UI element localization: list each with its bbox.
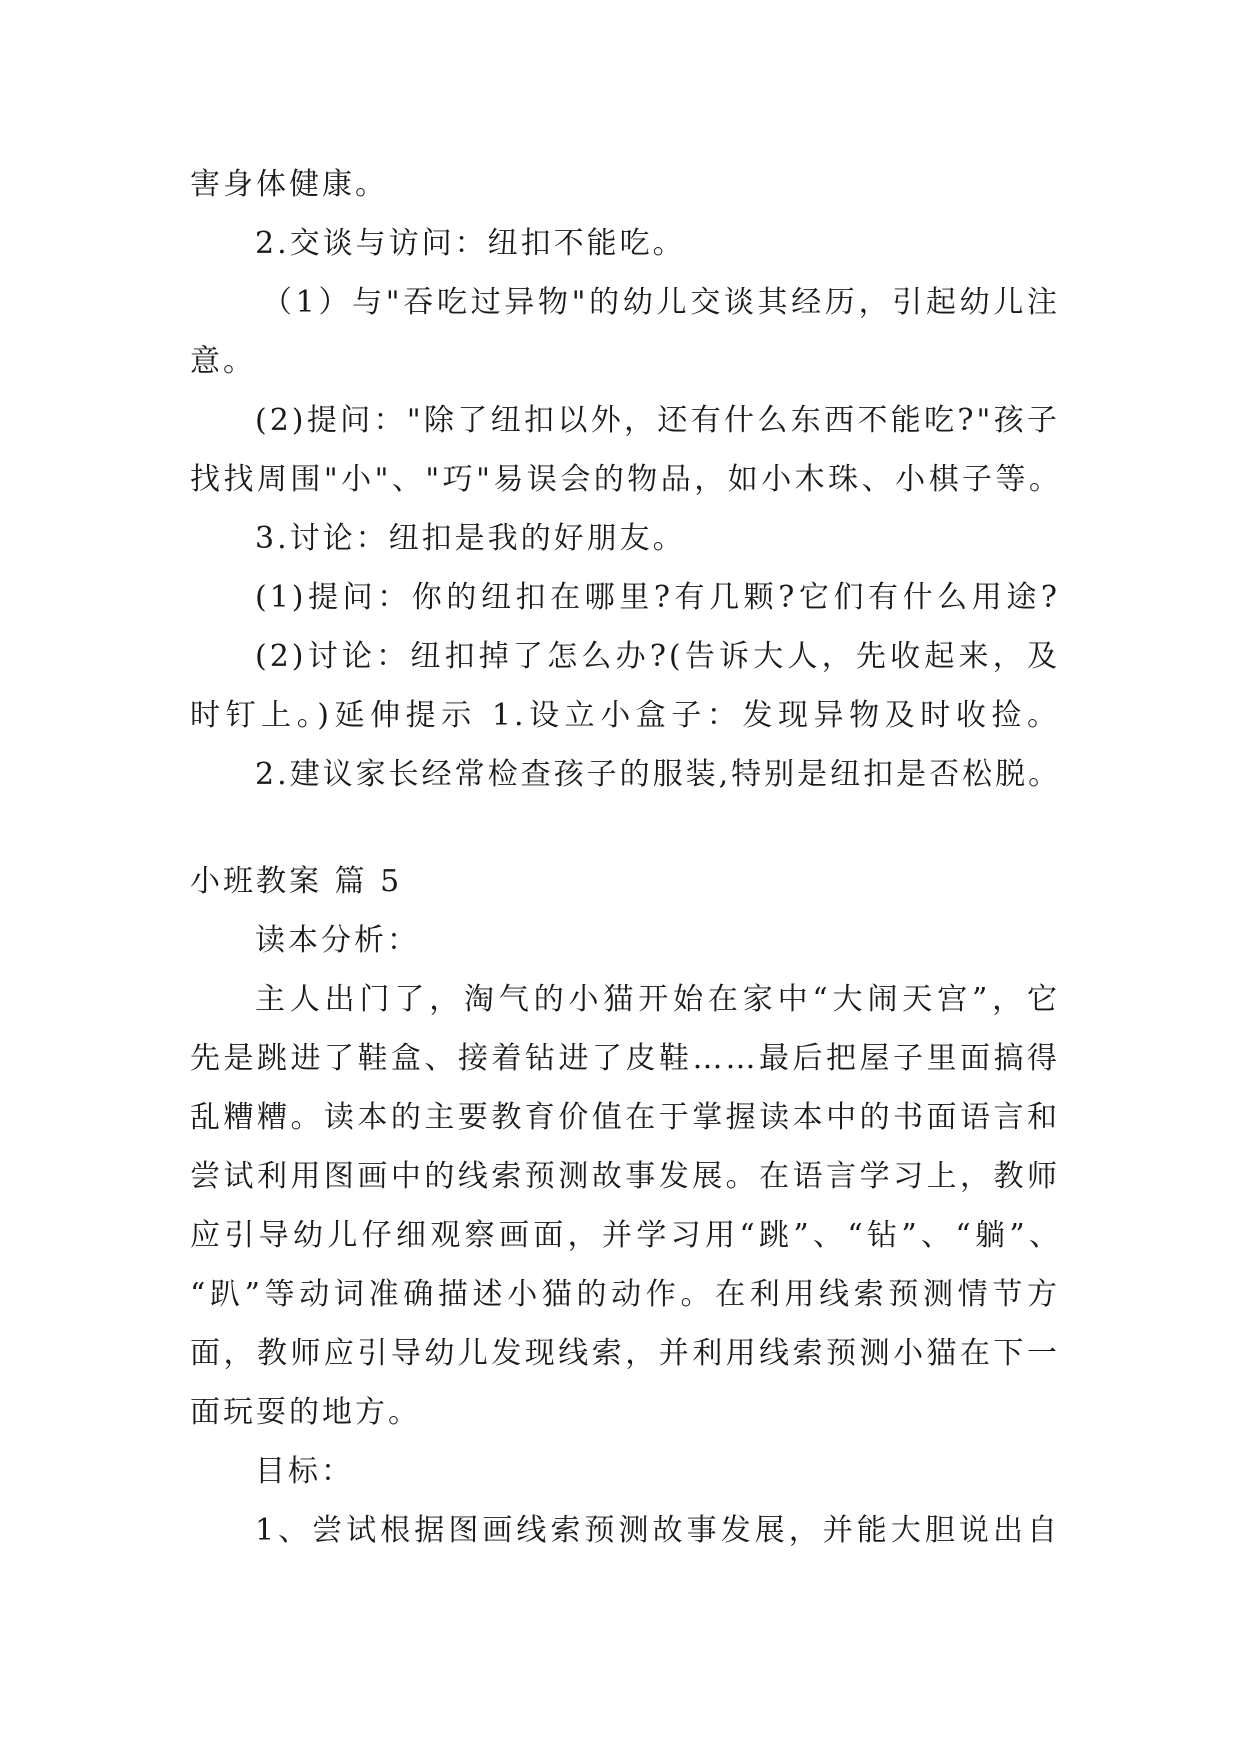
paragraph-line: 主人出门了，淘气的小猫开始在家中“大闹天宫”，它 [255, 982, 1060, 1017]
paragraph-line: (2)提问："除了纽扣以外，还有什么东西不能吃?"孩子 [255, 403, 1060, 438]
paragraph-line: 先是跳进了鞋盒、接着钻进了皮鞋……最后把屋子里面搞得 [190, 1041, 1060, 1076]
paragraph-line: 目标： [255, 1454, 354, 1489]
paragraph-line: 面，教师应引导幼儿发现线索，并利用线索预测小猫在下一 [190, 1336, 1060, 1371]
paragraph-line: “趴”等动词准确描述小猫的动作。在利用线索预测情节方 [190, 1277, 1060, 1312]
paragraph-line: (2)讨论：纽扣掉了怎么办?(告诉大人，先收起来，及 [255, 639, 1060, 674]
paragraph-line: 害身体健康。 [190, 167, 388, 202]
paragraph-line: 找找周围"小"、"巧"易误会的物品，如小木珠、小棋子等。 [190, 462, 1060, 497]
paragraph-line: 乱糟糟。读本的主要教育价值在于掌握读本中的书面语言和 [190, 1100, 1060, 1135]
paragraph-line: 面玩耍的地方。 [190, 1395, 421, 1430]
paragraph-line: 应引导幼儿仔细观察画面，并学习用“跳”、“钻”、“躺”、 [190, 1218, 1060, 1253]
paragraph-line: 3.讨论：纽扣是我的好朋友。 [255, 521, 686, 556]
paragraph-line: （1）与"吞吃过异物"的幼儿交谈其经历，引起幼儿注 [262, 285, 1060, 320]
paragraph-line: 时钉上。)延伸提示 1.设立小盒子：发现异物及时收捡。 [190, 698, 1060, 733]
paragraph-line: 读本分析： [255, 923, 420, 958]
paragraph-line: 1、尝试根据图画线索预测故事发展，并能大胆说出自 [255, 1513, 1060, 1548]
paragraph-line: (1)提问：你的纽扣在哪里?有几颗?它们有什么用途? [255, 580, 1060, 615]
paragraph-line: 尝试利用图画中的线索预测故事发展。在语言学习上，教师 [190, 1159, 1060, 1194]
paragraph-line: 2.交谈与访问：纽扣不能吃。 [255, 226, 686, 261]
paragraph-line: 2.建议家长经常检查孩子的服装,特别是纽扣是否松脱。 [255, 757, 1062, 792]
paragraph-line: 意。 [190, 344, 256, 379]
section-heading: 小班教案 篇 5 [190, 864, 403, 899]
